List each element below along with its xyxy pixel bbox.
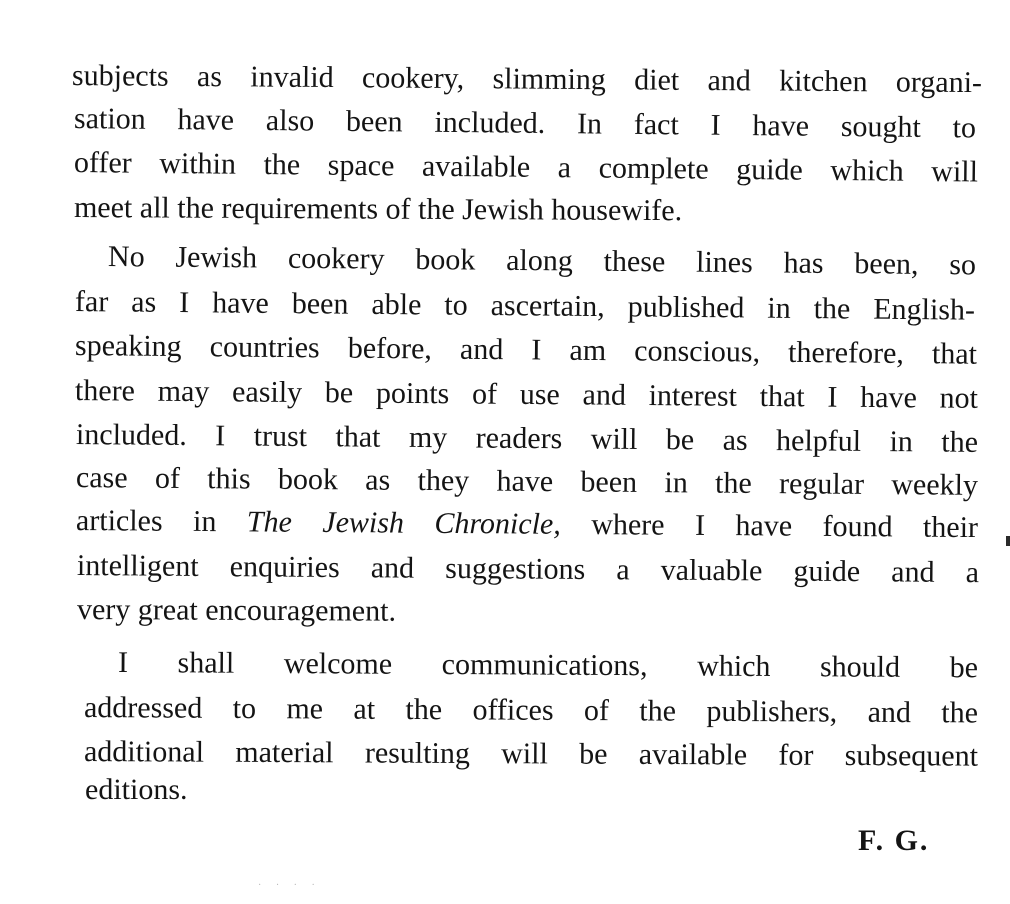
text-line: case of this book as they have been in the regular weekly (75, 461, 979, 502)
text-line: subjects as invalid cookery, slimming diet and kitchen organi- (71, 59, 983, 100)
page-edge-mark (1006, 536, 1010, 546)
text-line: included. I trust that my readers will be as helpful in the (75, 418, 979, 459)
text-line: editions. (85, 773, 188, 806)
text-line: I shall welcome communications, which should be (117, 646, 979, 685)
text-line: addressed to me at the offices of the publishers, and the (83, 691, 979, 730)
scan-speck-marks: · · · · (258, 880, 321, 891)
text-line: very great encouragement. (76, 593, 397, 628)
text-line: meet all the requirements of the Jewish housewife. (73, 191, 683, 228)
text-line-with-italic-title (76, 503, 978, 546)
text-line: intelligent enquiries and suggestions a valuable guide and a (76, 549, 980, 590)
text-line: additional material resulting will be available for subsequent (83, 735, 979, 773)
text-line: far as I have been able to ascertain, published in the English- (74, 285, 976, 327)
text-line: sation have also been included. In fact I have sought to (73, 102, 977, 145)
text-before-title: articles in (75, 504, 248, 539)
text-line: No Jewish cookery book along these lines has been, so (107, 240, 977, 282)
signature-initials: F. G. (858, 824, 930, 857)
text-line: offer within the space available a complete guide which will (73, 146, 979, 189)
text-line: speaking countries before, and I am conscious, therefore, that (74, 329, 978, 371)
text-after-title: where I have found their (560, 507, 979, 545)
text-line: there may easily be points of use and interest that I have not (74, 374, 979, 415)
publication-title: The Jewish Chronicle, (246, 505, 561, 541)
